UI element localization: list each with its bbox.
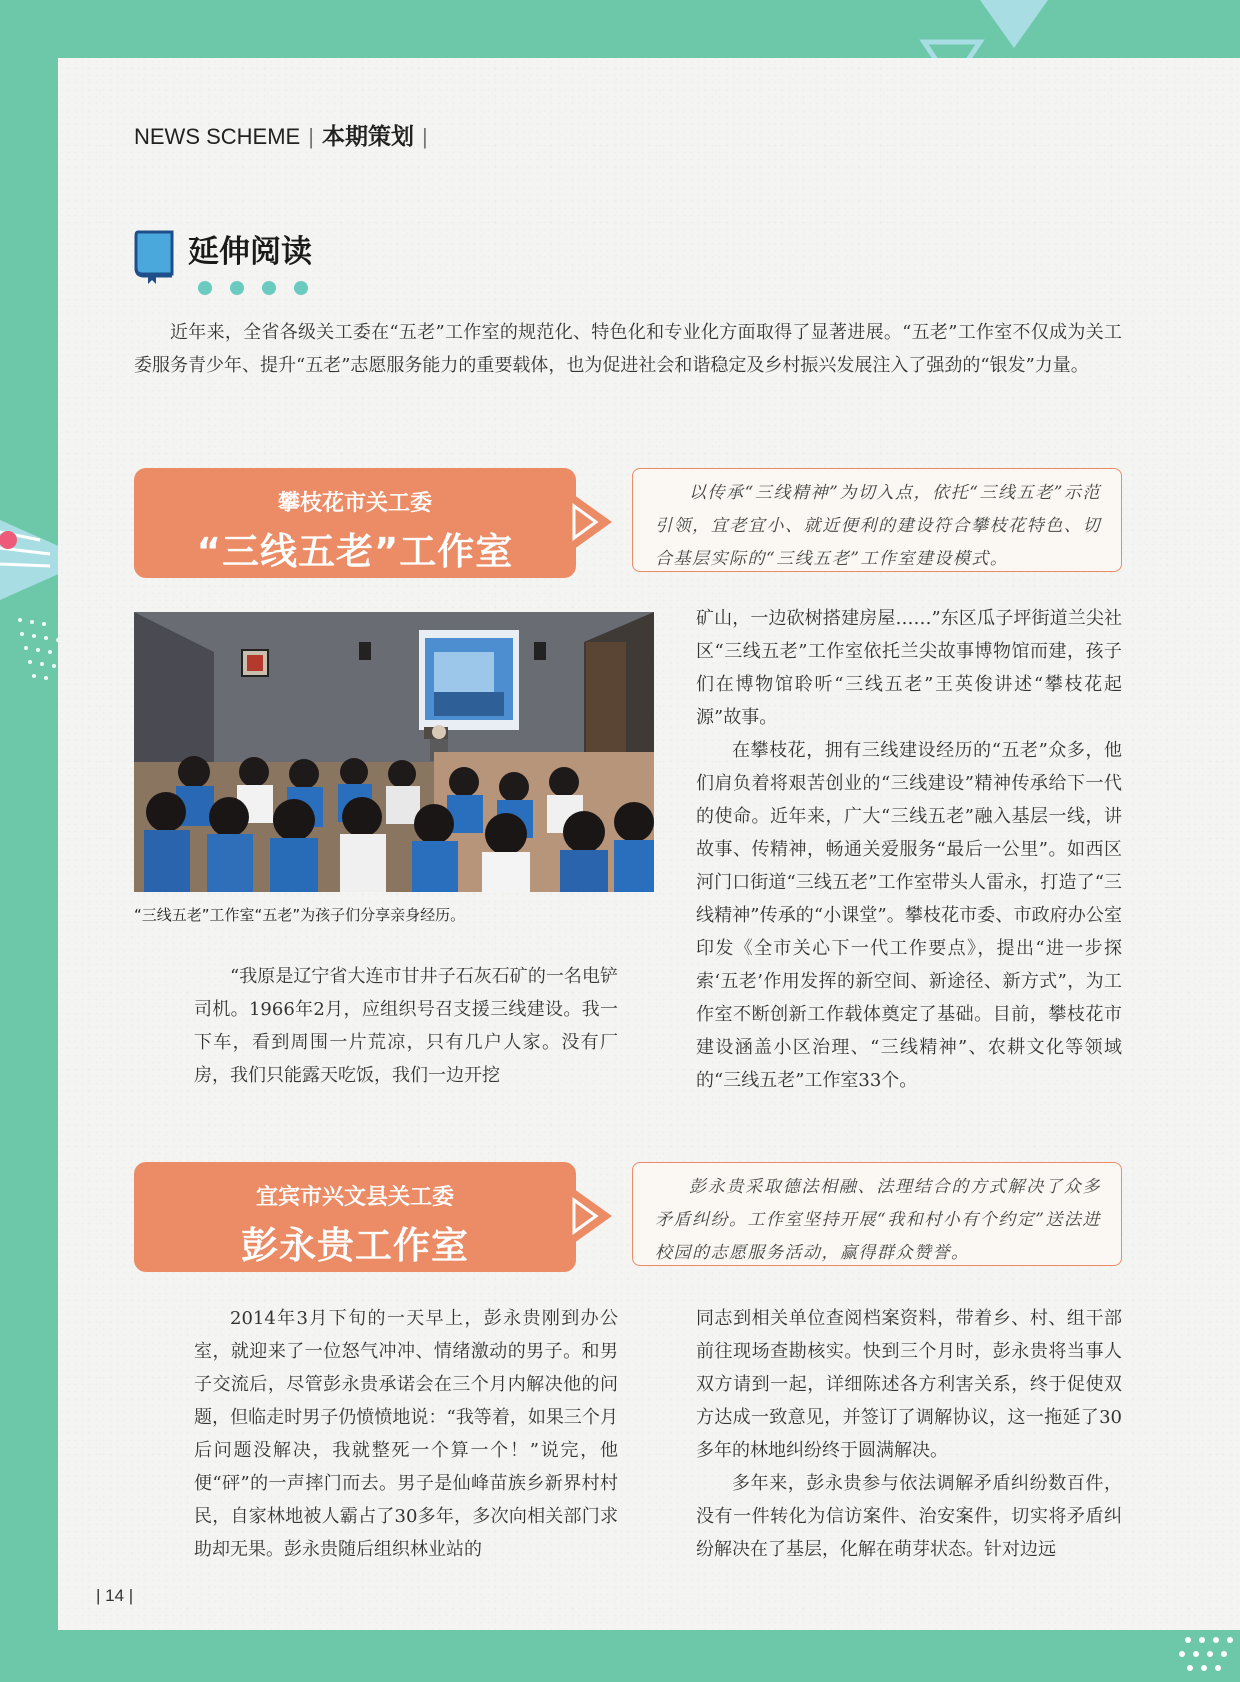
header-separator-end: | xyxy=(421,124,428,149)
section1-org: 攀枝花市关工委 xyxy=(277,491,432,516)
section2-arrow-icon xyxy=(570,1186,616,1246)
section2-banner xyxy=(134,1162,576,1272)
section2-name: 彭永贵工作室 xyxy=(241,1224,469,1267)
header-english: NEWS SCHEME xyxy=(134,124,301,149)
section2-left-column xyxy=(194,1302,618,1566)
section1-left-text: “我原是辽宁省大连市甘井子石灰石矿的一名电铲司机。1966年2月，应组织号召支援三线建设。我一下车，看到周围一片荒凉，只有几户人家。没有厂房，我们只能露天吃饭，我们一边开挖 xyxy=(194,966,618,1086)
section1-name: “三线五老”工作室 xyxy=(196,530,514,573)
section1-left-column xyxy=(194,960,618,1092)
section1-photo-caption: “三线五老”工作室“五老”为孩子们分享亲身经历。 xyxy=(134,906,466,924)
page-number: | 14 | xyxy=(96,1586,134,1605)
section1-arrow-icon xyxy=(570,492,616,552)
header-separator: | xyxy=(308,124,314,149)
section-header xyxy=(134,118,436,151)
intro-paragraph xyxy=(134,316,1122,382)
extended-reading-title: 延伸阅读 xyxy=(188,234,312,270)
section2-left-text: 2014年3月下旬的一天早上，彭永贵刚到办公室，就迎来了一位怒气冲冲、情绪激动的男子。和男子交流后，尽管彭永贵承诺会在三个月内解决他的问题，但临走时男子仍愤愤地说：“我等着，如果三个月后问题没解决，我就整死一个算一个！”说完，他便“砰”的一声摔门而去。男子是仙峰苗族乡新界村村民，自家林地被人霸占了30多年，多次向相关部门求助却无果。彭永贵随后组织林业站的 xyxy=(194,1308,618,1560)
intro-text: 近年来，全省各级关工委在“五老”工作室的规范化、特色化和专业化方面取得了显著进展。“五老”工作室不仅成为关工委服务青少年、提升“五老”志愿服务能力的重要载体，也为促进社会和谐稳定及乡村振兴发展注入了强劲的“银发”力量。 xyxy=(134,322,1122,376)
section2-org: 宜宾市兴文县关工委 xyxy=(255,1185,454,1210)
section2-summary-box xyxy=(632,1162,1122,1266)
section1-right-p2: 在攀枝花，拥有三线建设经历的“五老”众多，他们肩负着将艰苦创业的“三线建设”精神传承给下一代的使命。近年来，广大“三线五老”融入基层一线，讲故事、传精神，畅通关爱服务“最后一公里”。如西区河门口街道“三线五老”工作室带头人雷永，打造了“三线精神”传承的“小课堂”。攀枝花市委、市政府办公室印发《全市关心下一代工作要点》，提出“进一步探索‘五老’作用发挥的新空间、新途径、新方式”，为工作室不断创新工作载体奠定了基础。目前，攀枝花市建设涵盖小区治理、“三线精神”、农耕文化等领域的“三线五老”工作室33个。 xyxy=(696,740,1122,1091)
header-chinese: 本期策划 xyxy=(321,123,414,150)
section2-right-column xyxy=(696,1302,1122,1566)
section1-banner xyxy=(134,468,576,578)
section2-right-p2: 多年来，彭永贵参与依法调解矛盾纠纷数百件，没有一件转化为信访案件、治安案件，切实将矛盾纠纷解决在了基层，化解在萌芽状态。针对边远 xyxy=(696,1473,1122,1560)
book-icon xyxy=(132,228,178,284)
section2-right-p1: 同志到相关单位查阅档案资料，带着乡、村、组干部前往现场查勘核实。快到三个月时，彭永贵将当事人双方请到一起，详细陈述各方利害关系，终于促使双方达成一致意见，并签订了调解协议，这一拖延了30多年的林地纠纷终于圆满解决。 xyxy=(696,1308,1122,1461)
section1-summary: 以传承“三线精神”为切入点，依托“三线五老”示范引领，宜老宜小、就近便利的建设符合攀枝花特色、切合基层实际的“三线五老”工作室建设模式。 xyxy=(655,483,1101,569)
section1-right-column xyxy=(696,602,1122,1097)
section2-summary: 彭永贵采取德法相融、法理结合的方式解决了众多矛盾纠纷。工作室坚持开展“我和村小有个约定”送法进校园的志愿服务活动，赢得群众赞誉。 xyxy=(655,1177,1101,1263)
section1-photo xyxy=(134,612,654,892)
section1-summary-box xyxy=(632,468,1122,572)
section1-right-p1: 矿山，一边砍树搭建房屋……”东区瓜子坪街道兰尖社区“三线五老”工作室依托兰尖故事博物馆而建，孩子们在博物馆聆听“三线五老”王英俊讲述“攀枝花起源”故事。 xyxy=(696,608,1122,728)
title-dots xyxy=(198,280,326,299)
classroom-illustration xyxy=(134,612,654,892)
